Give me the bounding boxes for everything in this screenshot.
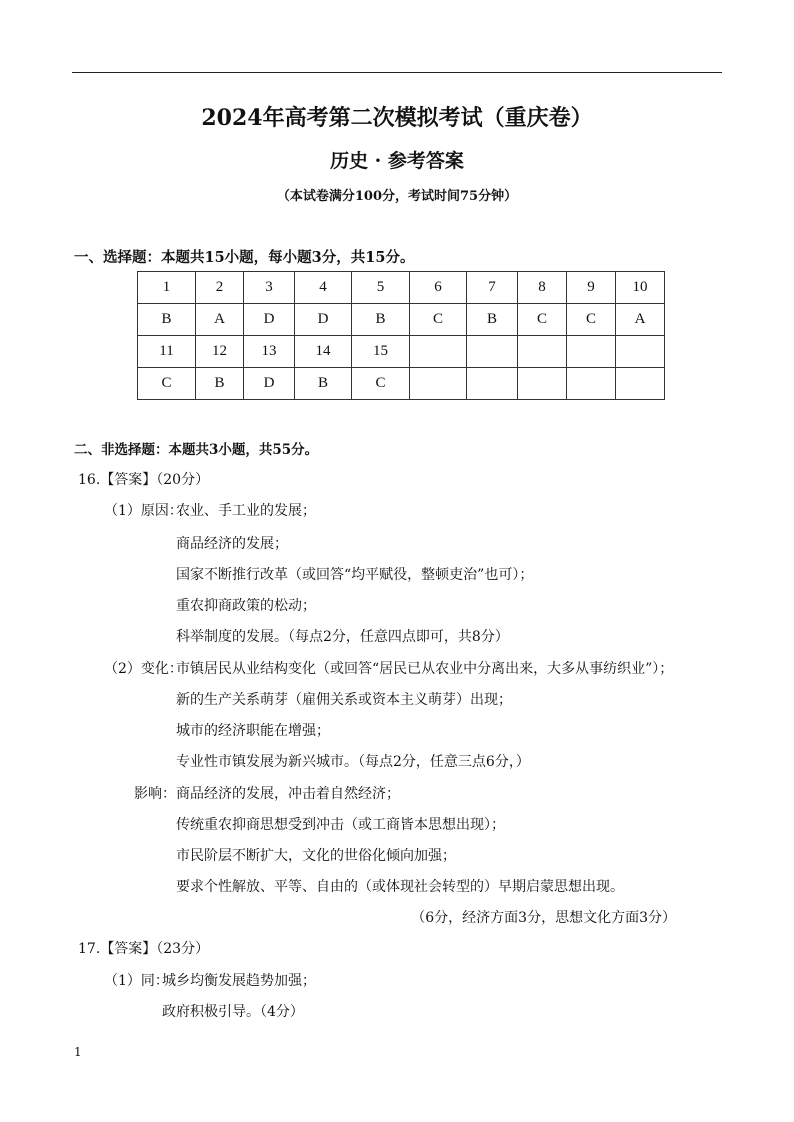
section1-heading: 一、选择题：本题共15小题，每小题3分，共15分。: [74, 249, 415, 266]
q16-part2-line: 城市的经济职能在增强；: [176, 723, 330, 739]
answer-row: [138, 368, 665, 400]
question-number-cell: [567, 336, 616, 368]
question-number-cell: 8: [518, 272, 567, 304]
question-number-cell: [616, 336, 665, 368]
q16-part3-line: 商品经济的发展，冲击着自然经济；: [176, 786, 400, 802]
page-subtitle: 历史 · 参考答案: [330, 150, 464, 172]
question-number-row: [138, 272, 665, 304]
q16-part3-line: 传统重农抑商思想受到冲击（或工商皆本思想出现）；: [176, 817, 505, 833]
q16-part1-line: 农业、手工业的发展；: [176, 503, 316, 519]
answer-cell: [467, 368, 518, 400]
question-number-cell: 1: [138, 272, 196, 304]
answer-cell: D: [244, 304, 295, 336]
answer-cell: B: [196, 368, 244, 400]
q17-part1-line: 城乡均衡发展趋势加强；: [162, 973, 316, 989]
answer-cell: A: [196, 304, 244, 336]
question-number-cell: 15: [352, 336, 410, 368]
answer-cell: B: [467, 304, 518, 336]
question-number-cell: [410, 336, 467, 368]
answer-cell: A: [616, 304, 665, 336]
question-number-cell: 5: [352, 272, 410, 304]
question-number-row: [138, 336, 665, 368]
q16-part2-line: 专业性市镇发展为新兴城市。（每点2分，任意三点6分，）: [176, 754, 530, 770]
question-number-cell: 2: [196, 272, 244, 304]
q17-part1-label: （1）同：: [104, 973, 169, 989]
answer-cell: B: [138, 304, 196, 336]
question-number-cell: 10: [616, 272, 665, 304]
q16-part2-line: 市镇居民从业结构变化（或回答“居民已从农业中分离出来，大多从事纺织业”）；: [176, 661, 674, 677]
exam-note: （本试卷满分100分，考试时间75分钟）: [276, 189, 518, 204]
q16-part1-line: 商品经济的发展；: [176, 536, 288, 552]
answer-cell: D: [244, 368, 295, 400]
answer-row: [138, 304, 665, 336]
answer-cell: C: [518, 304, 567, 336]
question-number-cell: 6: [410, 272, 467, 304]
page-number: 1: [74, 1045, 82, 1059]
q16-part2-line: 新的生产关系萌芽（雇佣关系或资本主义萌芽）出现；: [176, 692, 512, 708]
answer-cell: C: [410, 304, 467, 336]
question-number-cell: 9: [567, 272, 616, 304]
question-number-cell: 13: [244, 336, 295, 368]
q16-part1-line: 国家不断推行改革（或回答“均平赋役，整顿吏治”也可）；: [176, 567, 534, 583]
question-number-cell: 7: [467, 272, 518, 304]
answer-cell: [518, 368, 567, 400]
q17-part1-line: 政府积极引导。（4分）: [162, 1004, 304, 1020]
q16-part1-label: （1）原因：: [104, 503, 183, 519]
top-rule: [72, 72, 722, 73]
q16-part3-score: （6分，经济方面3分，思想文化方面3分）: [411, 910, 676, 926]
question-number-cell: 3: [244, 272, 295, 304]
answer-cell: C: [352, 368, 410, 400]
question-number-cell: 14: [295, 336, 352, 368]
answer-cell: [410, 368, 467, 400]
q16-part2-label: （2）变化：: [104, 661, 183, 677]
question-number-cell: 11: [138, 336, 196, 368]
answer-cell: D: [295, 304, 352, 336]
page-title: 2024年高考第二次模拟考试（重庆卷）: [201, 105, 593, 131]
question-number-cell: [467, 336, 518, 368]
question-number-cell: 4: [295, 272, 352, 304]
q16-part1-line: 科举制度的发展。（每点2分，任意四点即可，共8分）: [176, 629, 509, 645]
q16-part3-line: 市民阶层不断扩大，文化的世俗化倾向加强；: [176, 848, 456, 864]
q16-title: 16.【答案】（20分）: [78, 472, 210, 488]
answer-cell: B: [295, 368, 352, 400]
q16-part1-line: 重农抑商政策的松动；: [176, 598, 316, 614]
answer-cell: B: [352, 304, 410, 336]
question-number-cell: [518, 336, 567, 368]
q16-part3-line: 要求个性解放、平等、自由的（或体现社会转型的）早期启蒙思想出现。: [176, 879, 624, 895]
q17-title: 17.【答案】（23分）: [78, 941, 210, 957]
answer-table: [137, 271, 665, 400]
answer-cell: C: [138, 368, 196, 400]
answer-cell: [567, 368, 616, 400]
question-number-cell: 12: [196, 336, 244, 368]
section2-heading: 二、非选择题：本题共3小题，共55分。: [74, 442, 319, 458]
answer-cell: [616, 368, 665, 400]
q16-part3-label: 影响：: [134, 786, 176, 802]
answer-cell: C: [567, 304, 616, 336]
